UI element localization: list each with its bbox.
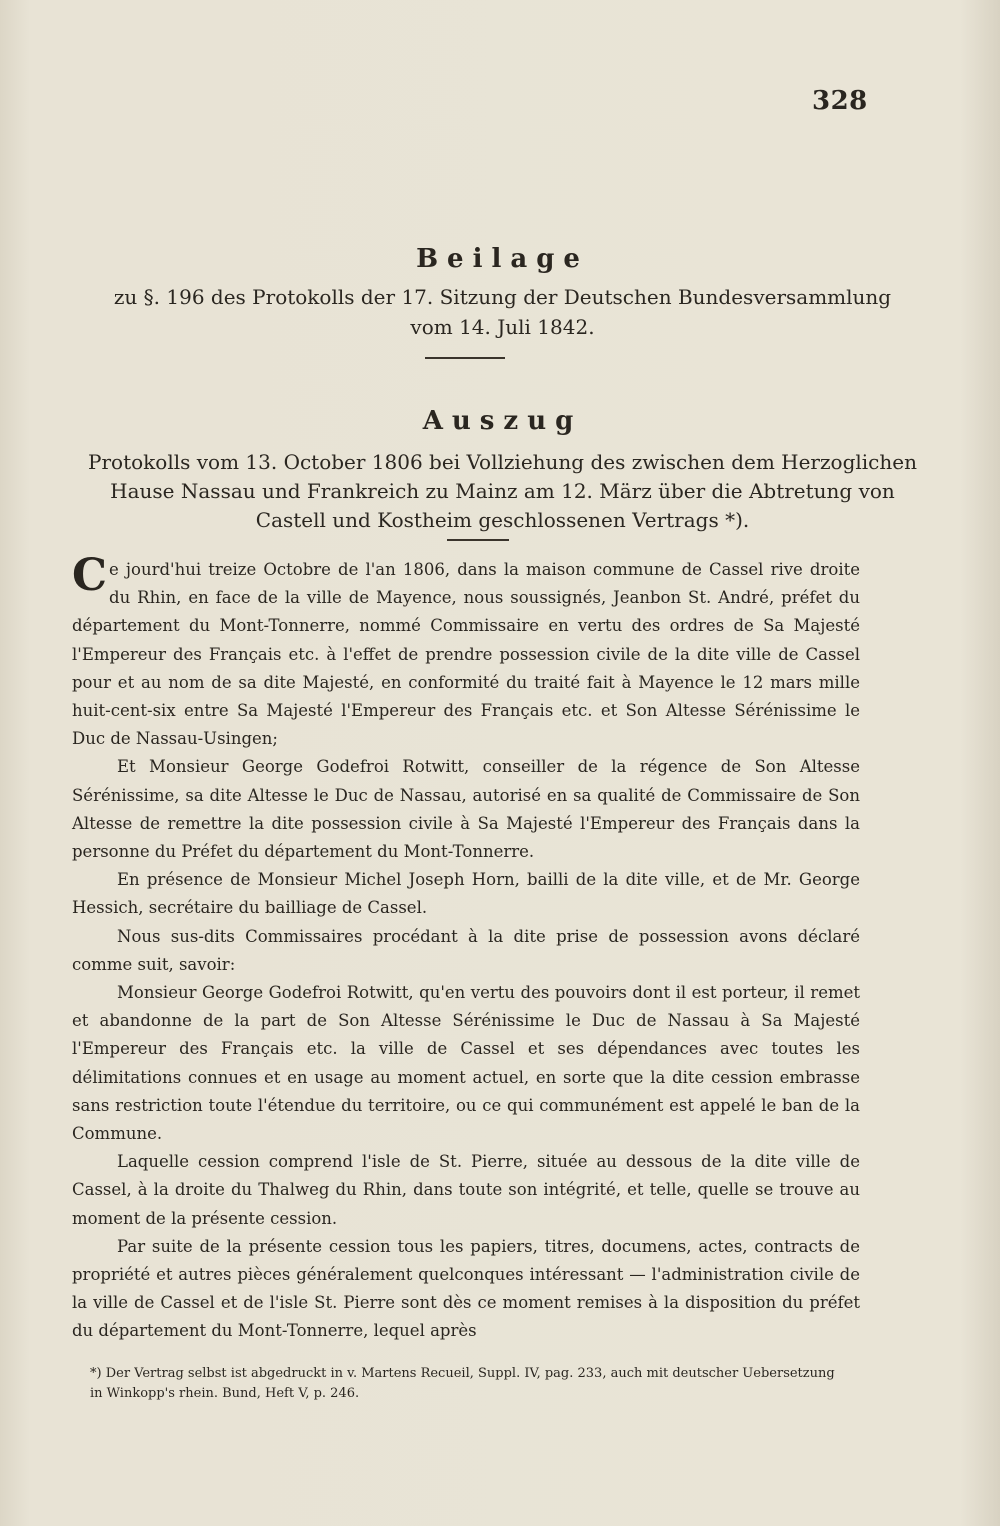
footnote-line: in Winkopp's rhein. Bund, Heft V, p. 246. bbox=[90, 1386, 360, 1401]
paragraph-text: e jourd'hui treize Octobre de l'an 1806, dans la maison commune de Cassel rive droite du Rhin, en face de la ville de Mayence, nous soussignés, Jeanbon St. André, préfet du département du Mont-Tonnerre, nommé Commissaire en vertu des ordres de Sa Majesté l'Empereur des Français etc. à l'effet de prendre possession civile de la dite ville de Cassel pour et au nom de sa dite Majesté, en conformité du traité fait à Mayence le 12 mars mille huit-cent-six entre Sa Majesté l'Empereur des Français etc. et Son Altesse Sérénissime le Duc de Nassau-Usingen; bbox=[72, 560, 860, 749]
section-title: Auszug bbox=[422, 406, 583, 436]
footnote-line: *) Der Vertrag selbst ist abgedruckt in v. Martens Recueil, Suppl. IV, pag. 233, auch mit deutscher Uebersetzung bbox=[90, 1366, 835, 1381]
paragraph: Et Monsieur George Godefroi Rotwitt, conseiller de la régence de Son Altesse Sérénissime, sa dite Altesse le Duc de Nassau, autorisé en sa qualité de Commissaire de Son Altesse de remettre la dite possession civile à Sa Majesté l'Empereur des Français dans la personne du Préfet du département du Mont-Tonnerre. bbox=[72, 757, 860, 862]
divider-rule bbox=[447, 539, 509, 541]
reference-line: zu §. 196 des Protokolls der 17. Sitzung der Deutschen Bundesversammlung bbox=[113, 285, 892, 309]
paragraph: Nous sus-dits Commissaires procédant à la dite prise de possession avons déclaré comme suit, savoir: bbox=[72, 926, 860, 974]
subtitle-line: Castell und Kostheim geschlossenen Vertrags *). bbox=[255, 508, 750, 532]
footnote bbox=[90, 1364, 870, 1404]
protocol-reference bbox=[70, 282, 935, 342]
paragraph: Monsieur George Godefroi Rotwitt, qu'en vertu des pouvoirs dont il est porteur, il remet et abandonne de la part de Son Altesse Sérénissime le Duc de Nassau à Sa Majesté l'Empereur des Français etc. la ville de Cassel et ses dépendances avec toutes les délimitations connues et en usage au moment actuel, en sorte que la dite cession embrasse sans restriction toute l'étendue du territoire, ou ce qui communément est appelé le ban de la Commune. bbox=[72, 983, 860, 1144]
appendix-title: Beilage bbox=[416, 244, 589, 274]
paragraph: En présence de Monsieur Michel Joseph Horn, bailli de la dite ville, et de Mr. George Hessich, secrétaire du bailliage de Cassel. bbox=[72, 870, 860, 918]
reference-line: vom 14. Juli 1842. bbox=[410, 315, 595, 339]
subtitle-line: Protokolls vom 13. October 1806 bei Vollziehung des zwischen dem Herzoglichen bbox=[88, 450, 917, 474]
paragraph: Par suite de la présente cession tous les papiers, titres, documens, actes, contracts de propriété et autres pièces généralement quelconques intéressant — l'administration civile de la ville de Cassel et de l'isle St. Pierre sont dès ce moment remises à la disposition du préfet du département du Mont-Tonnerre, lequel après bbox=[72, 1236, 860, 1341]
section-subtitle bbox=[70, 448, 935, 535]
paragraph bbox=[72, 550, 860, 753]
drop-cap: C bbox=[72, 550, 108, 601]
subtitle-line: Hause Nassau und Frankreich zu Mainz am 12. März über die Abtretung von bbox=[110, 479, 895, 503]
page-number: 328 bbox=[812, 86, 868, 116]
paragraph: Laquelle cession comprend l'isle de St. Pierre, située au dessous de la dite ville de Cassel, à la droite du Thalweg du Rhin, dans toute son intégrité, et telle, quelle se trouve au moment de la présente cession. bbox=[72, 1152, 860, 1228]
divider-rule bbox=[425, 357, 505, 359]
body-text bbox=[72, 550, 860, 1346]
